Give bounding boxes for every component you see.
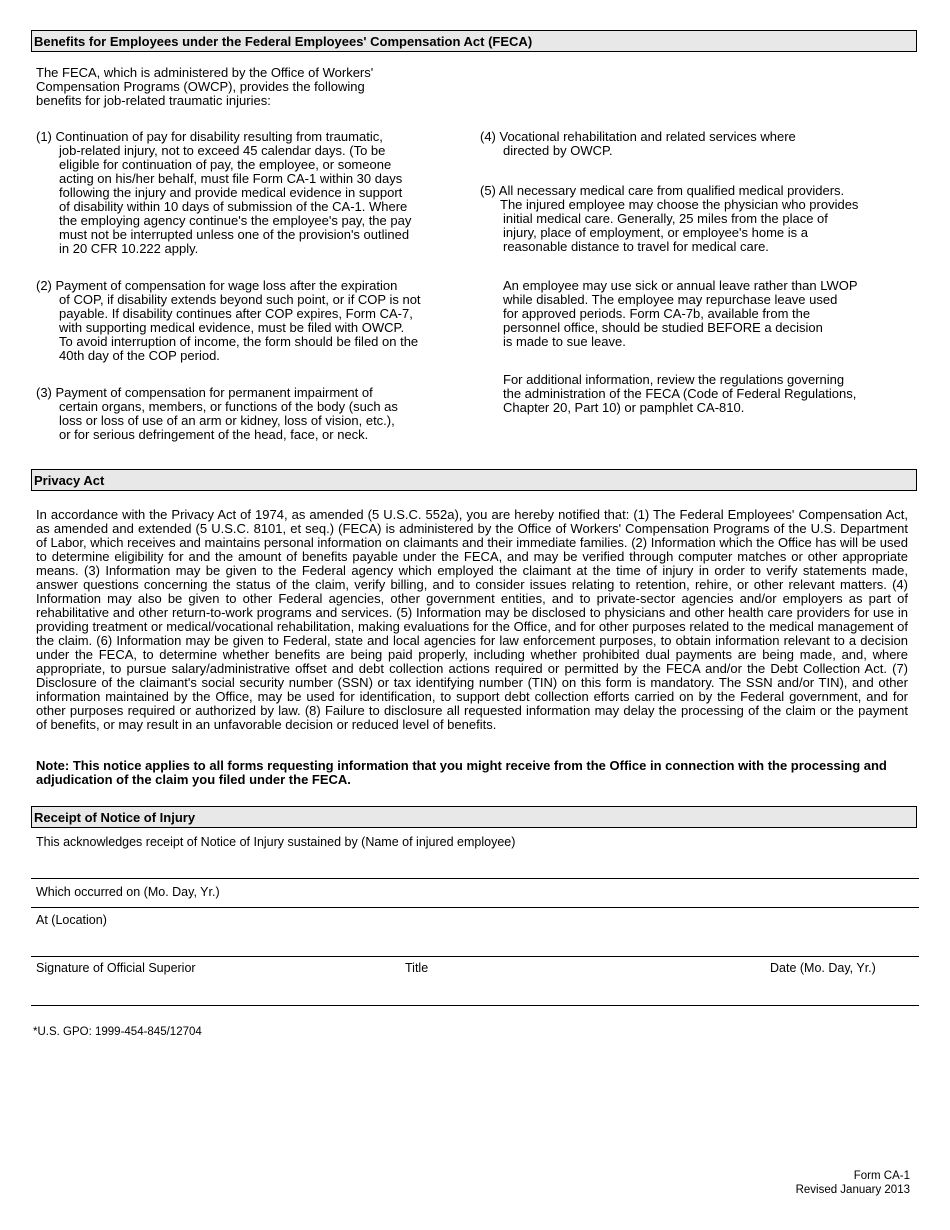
benefit-item-line: with supporting medical evidence, must be filed with OWCP. — [59, 320, 405, 335]
benefit-item-line: of disability within 10 days of submission of the CA-1. Where — [59, 199, 408, 214]
benefit-item-line: job-related injury, not to exceed 45 calendar days. (To be — [59, 143, 386, 158]
privacy-note: Note: This notice applies to all forms requesting information that you might receive from the Office in connection with the processing and adjudication of the claim you filed under the FECA. — [36, 758, 887, 787]
intro-line: Compensation Programs (OWCP), provides the following — [36, 79, 365, 94]
benefit-item-line: in 20 CFR 10.222 apply. — [59, 241, 199, 256]
benefit-item-first-line: (4) Vocational rehabilitation and related services where — [480, 129, 796, 144]
injured-employee-name-line[interactable] — [31, 878, 919, 879]
privacy-body: In accordance with the Privacy Act of 1974, as amended (5 U.S.C. 552a), you are hereby notified that: (1) The Federal Employees' Compensation Act, as amended and extended (5 U.S.C. 8101, et seq.) (FECA) is administered by the Office of Workers' Compensation Programs of the U.S. Department of Labor, which receives and maintains personal information on claimants and their immediate families. (2) Information which the Office has will be used to determine eligibility for and the amount of benefits payable under the FECA, and may be verified through computer matches or other appropriate means. (3) Information may be given to the Federal agency which employed the claimant at the time of injury in order to verify statements made, answer questions concerning the status of the claim, verify billing, and to consider issues relating to retention, rehire, or other relevant matters. (4) Information may also be given to other Federal agencies, other government entities, and to private-sector agencies and/or employers as part of rehabilitative and other return-to-work programs and services. (5) Information may be disclosed to physicians and other health care providers for use in providing treatment or medical/vocational rehabilitation, making evaluations for the Office, and for other purposes related to the medical management of the claim. (6) Information may be given to Federal, state and local agencies for law enforcement purposes, to obtain information relevant to a decision under the FECA, to determine whether benefits are being paid properly, including whether prohibited dual payments are being made, and, where appropriate, to pursue salary/administrative offset and debt collection actions required or permitted by the FECA and/or the Debt Collection Act. (7) Disclosure of the claimant's social security number (SSN) or tax identifying number (TIN) on this form is mandatory. The SSN and/or TIN), and other information maintained by the Office, may be used for identification, to support debt collection efforts carried on by the Federal government, and for other purposes required or authorized by law. (8) Failure to disclosure all requested information may delay the processing of the claim or the payment of benefits, or may result in an unfavorable decision or reduced level of benefits. — [36, 507, 908, 732]
benefit-item-first-line: (1) Continuation of pay for disability resulting from traumatic, — [36, 129, 383, 144]
benefit-item-line: or for serious defringement of the head, face, or neck. — [59, 427, 369, 442]
signature-line[interactable] — [31, 1005, 919, 1006]
benefit-item-line: payable. If disability continues after COP expires, Form CA-7, — [59, 306, 413, 321]
benefit-item-line: the employing agency continue's the employee's pay, the pay — [59, 213, 412, 228]
gpo-code: *U.S. GPO: 1999-454-845/12704 — [33, 1026, 202, 1038]
receipt-section-header: Receipt of Notice of Injury — [31, 806, 917, 828]
title-label: Title — [405, 961, 429, 975]
feca-section-header: Benefits for Employees under the Federal Employees' Compensation Act (FECA) — [31, 30, 917, 52]
info-line: For additional information, review the regulations governing — [503, 372, 845, 387]
intro-line: The FECA, which is administered by the Office of Workers' — [36, 65, 374, 80]
benefit-item-line: initial medical care. Generally, 25 miles from the place of — [503, 211, 828, 226]
leave-line: is made to sue leave. — [503, 334, 626, 349]
benefit-item-first-line: (2) Payment of compensation for wage loss after the expiration — [36, 278, 398, 293]
benefit-item-line: 40th day of the COP period. — [59, 348, 220, 363]
form-id: Form CA-1 — [853, 1170, 910, 1182]
location-label: At (Location) — [36, 913, 107, 927]
leave-line: An employee may use sick or annual leave rather than LWOP — [503, 278, 858, 293]
leave-line: while disabled. The employee may repurchase leave used — [503, 292, 838, 307]
benefit-item-line: injury, place of employment, or employee's home is a — [503, 225, 808, 240]
intro-line: benefits for job-related traumatic injuries: — [36, 93, 271, 108]
benefit-item-line: of COP, if disability extends beyond such point, or if COP is not — [59, 292, 421, 307]
signature-label: Signature of Official Superior — [36, 961, 196, 975]
benefit-item-line: must not be interrupted unless one of the provision's outlined — [59, 227, 410, 242]
benefit-item-line: certain organs, members, or functions of the body (such as — [59, 399, 398, 414]
benefit-item-line: The injured employee may choose the physician who provides — [500, 197, 859, 212]
benefit-item-line: reasonable distance to travel for medical care. — [503, 239, 769, 254]
benefit-item-line: directed by OWCP. — [503, 143, 613, 158]
injured-employee-name-label: This acknowledges receipt of Notice of Injury sustained by (Name of injured employee) — [36, 835, 516, 849]
benefit-item-line: To avoid interruption of income, the form should be filed on the — [59, 334, 419, 349]
benefit-item-first-line: (5) All necessary medical care from qualified medical providers. — [480, 183, 845, 198]
benefit-item-line: following the injury and provide medical evidence in support — [59, 185, 403, 200]
benefit-item-first-line: (3) Payment of compensation for permanent impairment of — [36, 385, 373, 400]
info-line: Chapter 20, Part 10) or pamphlet CA-810. — [503, 400, 745, 415]
occurred-date-label: Which occurred on (Mo. Day, Yr.) — [36, 885, 220, 899]
info-line: the administration of the FECA (Code of Federal Regulations, — [503, 386, 857, 401]
privacy-section-header: Privacy Act — [31, 469, 917, 491]
location-line[interactable] — [31, 956, 919, 957]
benefit-item-line: loss or loss of use of an arm or kidney, loss of vision, etc.), — [59, 413, 395, 428]
revision-date: Revised January 2013 — [795, 1184, 910, 1196]
benefit-item-line: acting on his/her behalf, must file Form CA-1 within 30 days — [59, 171, 403, 186]
occurred-date-line[interactable] — [31, 907, 919, 908]
leave-line: for approved periods. Form CA-7b, available from the — [503, 306, 811, 321]
date-label: Date (Mo. Day, Yr.) — [770, 961, 876, 975]
benefit-item-line: eligible for continuation of pay, the employee, or someone — [59, 157, 392, 172]
leave-line: personnel office, should be studied BEFORE a decision — [503, 320, 823, 335]
